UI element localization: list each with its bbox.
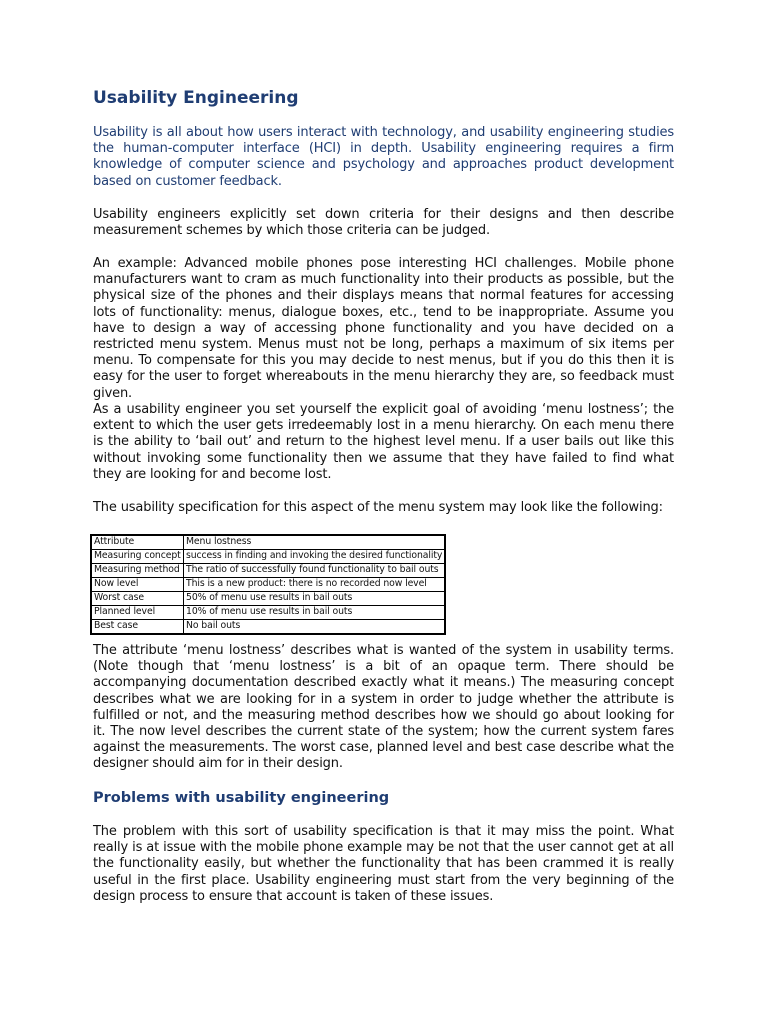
intro-paragraph: Usability is all about how users interact with technology, and usability engineering studies the human-computer interface (HCI) in depth. Usability engineering requires a firm knowledge of computer science and psychology and approaches product development based on customer feedback. [93,125,674,189]
spec-intro-paragraph: The usability specification for this aspect of the menu system may look like the following: [93,500,663,515]
table-cell-value: No bail outs [184,620,446,635]
table-row [91,535,445,550]
table-cell-attribute: Best case [91,620,184,635]
criteria-paragraph: Usability engineers explicitly set down criteria for their designs and then describe measurement schemes by which those criteria can be judged. [93,207,674,239]
table-cell-value: Menu lostness [184,535,446,550]
table-cell-attribute: Planned level [91,606,184,620]
table-cell-value: 50% of menu use results in bail outs [184,592,446,606]
table-cell-value: This is a new product: there is no recorded now level [184,578,446,592]
table-cell-value: success in finding and invoking the desired functionality [184,550,446,564]
table-cell-value: The ratio of successfully found functionality to bail outs [184,564,446,578]
table-cell-attribute: Worst case [91,592,184,606]
page-title: Usability Engineering [93,88,299,108]
problems-paragraph: The problem with this sort of usability specification is that it may miss the point. What really is at issue with the mobile phone example may be not that the user cannot get at all the functionality easily, but whether the functionality that has been crammed it is really useful in the first place. Usability engineering must start from the very beginning of the design process to ensure that account is taken of these issues. [93,824,674,904]
table-cell-value: 10% of menu use results in bail outs [184,606,446,620]
attribute-explanation-paragraph: The attribute ‘menu lostness’ describes what is wanted of the system in usability terms. (Note though that ‘menu lostness’ is a bit of an opaque term. There should be accompanying documentation described exactly what it means.) The measuring concept describes what we are looking for in a system in order to judge whether the attribute is fulfilled or not, and the measuring method describes how we should go about looking for it. The now level describes the current state of the system; how the current system fares against the measurements. The worst case, planned level and best case describe what the designer should aim for in their design. [93,643,674,772]
usability-spec-table [90,534,446,635]
example-paragraph: An example: Advanced mobile phones pose interesting HCI challenges. Mobile phone manufacturers want to cram as much functionality into their products as possible, but the physical size of the phones and their displays means that normal features for accessing lots of functionality: menus, dialogue boxes, etc., tend to be inappropriate. Assume you have to design a way of accessing phone functionality and you have decided on a restricted menu system. Menus must not be long, perhaps a maximum of six items per menu. To compensate for this you may decide to nest menus, but if you do this then it is easy for the user to forget whereabouts in the menu hierarchy they are, so feedback must given. [93,256,674,401]
table-cell-attribute: Measuring concept [91,550,184,564]
table-row [91,606,445,620]
table-row [91,592,445,606]
table-row [91,578,445,592]
section-heading: Problems with usability engineering [93,790,390,806]
table-cell-attribute: Attribute [91,535,184,550]
lostness-paragraph: As a usability engineer you set yourself the explicit goal of avoiding ‘menu lostness’; the extent to which the user gets irredeemably lost in a menu hierarchy. On each menu there is the ability to ‘bail out’ and return to the highest level menu. If a user bails out like this without invoking some functionality then we assume that they have failed to find what they are looking for and become lost. [93,402,674,482]
table-cell-attribute: Now level [91,578,184,592]
table-row [91,564,445,578]
table-row [91,620,445,635]
table-row [91,550,445,564]
table-cell-attribute: Measuring method [91,564,184,578]
